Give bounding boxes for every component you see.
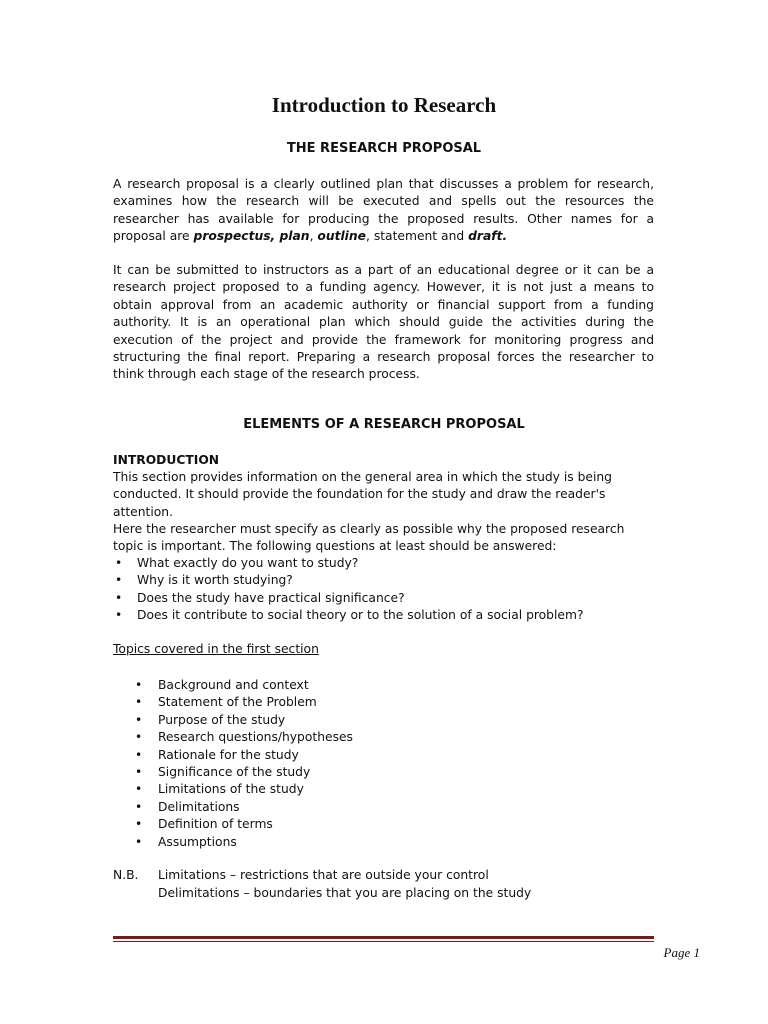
separator-2: , statement and	[366, 229, 469, 244]
introduction-paragraph-1: This section provides information on the general area in which the study is being conducted. It should provide the foundation for the study and draw the reader's attention.	[113, 470, 612, 519]
list-item: • What exactly do you want to study?	[113, 555, 673, 572]
term-prospectus-plan: prospectus, plan	[193, 229, 310, 244]
footer-rule-thin	[113, 941, 654, 942]
paragraph-submission: It can be submitted to instructors as a part of an educational degree or it can be a research project proposed to a funding agency. However, it is not just a means to obtain approval from an academic authority or financial support from a funding authority. It is an operational plan which should guide the activities during the execution of the project and provide the framework for monitoring progress and structuring the final report. Preparing a research proposal forces the researcher to think through each stage of the research process.	[113, 263, 654, 382]
list-item: • Purpose of the study	[135, 712, 635, 729]
list-item: • Why is it worth studying?	[113, 572, 673, 589]
section-title-research-proposal: THE RESEARCH PROPOSAL	[286, 141, 482, 156]
document-title: Introduction to Research	[271, 93, 497, 117]
topics-heading: Topics covered in the first section	[113, 642, 319, 656]
list-item: • Definition of terms	[135, 816, 635, 833]
list-item: • Does it contribute to social theory or to the solution of a social problem?	[113, 607, 673, 624]
term-outline: outline	[317, 229, 366, 244]
section-title-elements: ELEMENTS OF A RESEARCH PROPOSAL	[243, 417, 525, 432]
page-number: Page 1	[663, 945, 700, 960]
paragraph-definition-text: A research proposal is a clearly outlined plan that discusses a problem for research, examines how the research will be executed and spells out the resources the researcher has available for producing the proposed results. Other names for a proposal are	[113, 177, 654, 244]
list-item: • Research questions/hypotheses	[135, 729, 635, 746]
introduction-paragraph-2: Here the researcher must specify as clearly as possible why the proposed research topic is important. The following questions at least should be answered:	[113, 522, 625, 554]
list-item: • Background and context	[135, 677, 635, 694]
nota-bene-label: N.B.	[113, 868, 139, 882]
paragraph-definition	[113, 176, 654, 246]
footer-rule-thick	[113, 936, 654, 939]
nota-bene-delimitations: Delimitations – boundaries that you are placing on the study	[158, 886, 532, 900]
list-item: • Significance of the study	[135, 764, 635, 781]
list-item: • Statement of the Problem	[135, 694, 635, 711]
topics-list	[135, 677, 635, 851]
term-draft: draft.	[468, 229, 508, 244]
list-item: • Assumptions	[135, 834, 635, 851]
introduction-heading: INTRODUCTION	[113, 453, 220, 467]
list-item: • Limitations of the study	[135, 781, 635, 798]
separator-1: ,	[309, 229, 318, 244]
nota-bene-limitations: Limitations – restrictions that are outside your control	[158, 868, 489, 882]
list-item: • Does the study have practical significance?	[113, 590, 673, 607]
list-item: • Rationale for the study	[135, 747, 635, 764]
question-list	[113, 555, 673, 625]
list-item: • Delimitations	[135, 799, 635, 816]
